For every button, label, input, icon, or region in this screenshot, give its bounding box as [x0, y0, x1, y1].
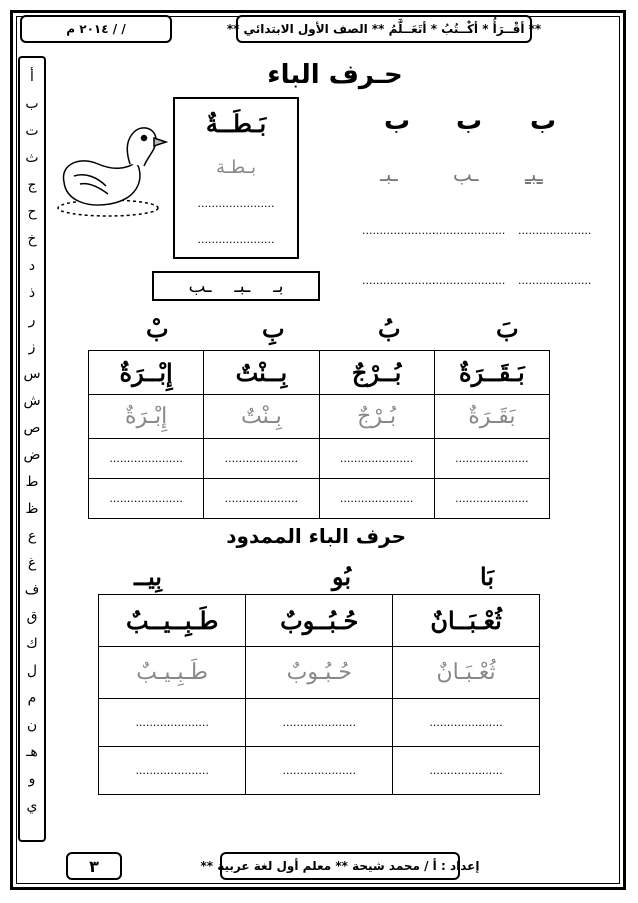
writing-line-5: .....................	[432, 274, 506, 287]
sidebar-letter: ج	[27, 177, 37, 193]
word-card	[173, 97, 299, 259]
table2-word-2: حُـبُــوبٌ	[246, 595, 393, 647]
table1-writing-cell: .....................	[434, 439, 549, 479]
page-number: ٣	[89, 856, 99, 876]
table1-trace-4: إِبْـرَةٌ	[89, 395, 204, 439]
sidebar-letter: خ	[27, 231, 37, 247]
alphabet-sidebar	[18, 56, 46, 842]
table2-writing-cell: .....................	[393, 699, 540, 747]
letter-trace-3: ـبـ	[380, 162, 398, 186]
table2-trace-1: ثُعْـبَـانٌ	[393, 647, 540, 699]
table2-writing-cell: .....................	[246, 747, 393, 795]
writing-line-6: .....................	[362, 274, 436, 287]
table1-writing-cell: .....................	[204, 479, 319, 519]
header-date-box	[20, 15, 172, 43]
sidebar-letter: هـ	[26, 744, 38, 760]
table2-trace-2: حُـبُـوبٌ	[246, 647, 393, 699]
table2-writing-cell: .....................	[393, 747, 540, 795]
writing-line-2: .....................	[432, 224, 506, 237]
sidebar-letter: ك	[26, 636, 38, 652]
letter-form-2: ب	[456, 106, 483, 136]
letter-connection-box	[152, 271, 320, 301]
table1-writing-cell: .....................	[204, 439, 319, 479]
long-vowel-yaa: بِيــ	[134, 562, 162, 591]
header-date: / / ٢٠١٤ م	[66, 22, 126, 36]
alphabet-list	[20, 58, 44, 820]
table2-writing-cell: .....................	[99, 699, 246, 747]
sidebar-letter: غ	[27, 555, 37, 571]
sidebar-letter: ر	[28, 312, 36, 328]
sidebar-letter: ش	[23, 393, 41, 409]
footer-credit: إعداد : أ / محمد شيحة ** معلم أول لغة عربية **	[200, 859, 480, 873]
table2-writing-cell: .....................	[99, 747, 246, 795]
sidebar-letter: و	[28, 771, 36, 787]
sidebar-letter: ز	[28, 339, 36, 355]
sidebar-letter: ل	[26, 663, 38, 679]
table1-writing-cell: .....................	[89, 479, 204, 519]
table1-writing-cell: .....................	[434, 479, 549, 519]
letter-trace-1: ـبـ	[525, 162, 543, 186]
sidebar-letter: ن	[26, 717, 38, 733]
sidebar-letter: ض	[23, 447, 41, 463]
vowel-kasra: بِ	[262, 314, 285, 343]
sidebar-letter: ص	[23, 420, 41, 436]
sidebar-letter: ذ	[28, 285, 36, 301]
duck-icon	[50, 112, 168, 222]
table1-trace-1: بَقَـرَةٌ	[434, 395, 549, 439]
sidebar-letter: ي	[26, 798, 38, 814]
card-writing-line-2: ......................	[197, 233, 275, 246]
writing-line-1: .....................	[518, 224, 592, 237]
table1-trace-2: بُـرْجٌ	[319, 395, 434, 439]
footer-credit-box	[200, 852, 480, 880]
letter-form-1: ب	[530, 106, 557, 136]
card-trace: بـطـة	[216, 157, 256, 178]
table1-writing-cell: .....................	[89, 439, 204, 479]
sidebar-letter: ح	[27, 204, 37, 220]
table1-trace-3: بِـنْتٌ	[204, 395, 319, 439]
sidebar-letter: أ	[30, 69, 34, 85]
writing-line-3: .....................	[362, 224, 436, 237]
sidebar-letter: ط	[25, 474, 39, 490]
letter-connection-text: بـ ـبـ ـب	[188, 275, 284, 297]
sidebar-letter: ف	[24, 582, 40, 598]
table2-word-3: طَـبِــيــبٌ	[99, 595, 246, 647]
page-title: حـرف الباء	[267, 60, 403, 90]
sidebar-letter: ق	[26, 609, 38, 625]
sidebar-letter: م	[27, 690, 37, 706]
long-vowel-waw: بُو	[332, 562, 352, 591]
table1-writing-cell: .....................	[319, 439, 434, 479]
sidebar-letter: س	[23, 366, 41, 382]
word-table-1	[88, 350, 550, 519]
sidebar-letter: د	[28, 258, 36, 274]
letter-form-3: ب	[384, 106, 411, 136]
sidebar-letter: ع	[27, 528, 37, 544]
vowel-sukun: بْ	[146, 314, 169, 343]
table2-trace-3: طَـبِـيـبٌ	[99, 647, 246, 699]
table1-word-2: بُــرْجٌ	[319, 351, 434, 395]
section2-title: حرف الباء الممدود	[226, 524, 406, 548]
table1-writing-cell: .....................	[319, 479, 434, 519]
sidebar-letter: ب	[25, 96, 39, 112]
table2-writing-cell: .....................	[246, 699, 393, 747]
vowel-damma: بُ	[378, 314, 401, 343]
table2-word-1: ثُعْـبَــانٌ	[393, 595, 540, 647]
sidebar-letter: ت	[25, 123, 39, 139]
table1-word-1: بَـقَــرَةٌ	[434, 351, 549, 395]
word-table-2	[98, 594, 540, 795]
card-writing-line-1: ......................	[197, 197, 275, 210]
header-title-box	[226, 15, 542, 43]
table1-word-4: إِبْــرَةٌ	[89, 351, 204, 395]
letter-trace-2: ـب	[453, 162, 479, 186]
long-vowel-alef: بَا	[480, 562, 494, 591]
header-title: ** أقْــرَأُ * أكْــتُبُ * أتَعَــلَّمُ ** الصف الأول الابتدائي **	[226, 22, 542, 36]
card-word: بَـطَــةٌ	[205, 109, 267, 138]
vowel-fatha: بَ	[496, 314, 519, 343]
writing-line-4: .....................	[518, 274, 592, 287]
sidebar-letter: ظ	[25, 501, 39, 517]
page-number-box	[66, 852, 122, 880]
table1-word-3: بِــنْتٌ	[204, 351, 319, 395]
sidebar-letter: ث	[25, 150, 39, 166]
